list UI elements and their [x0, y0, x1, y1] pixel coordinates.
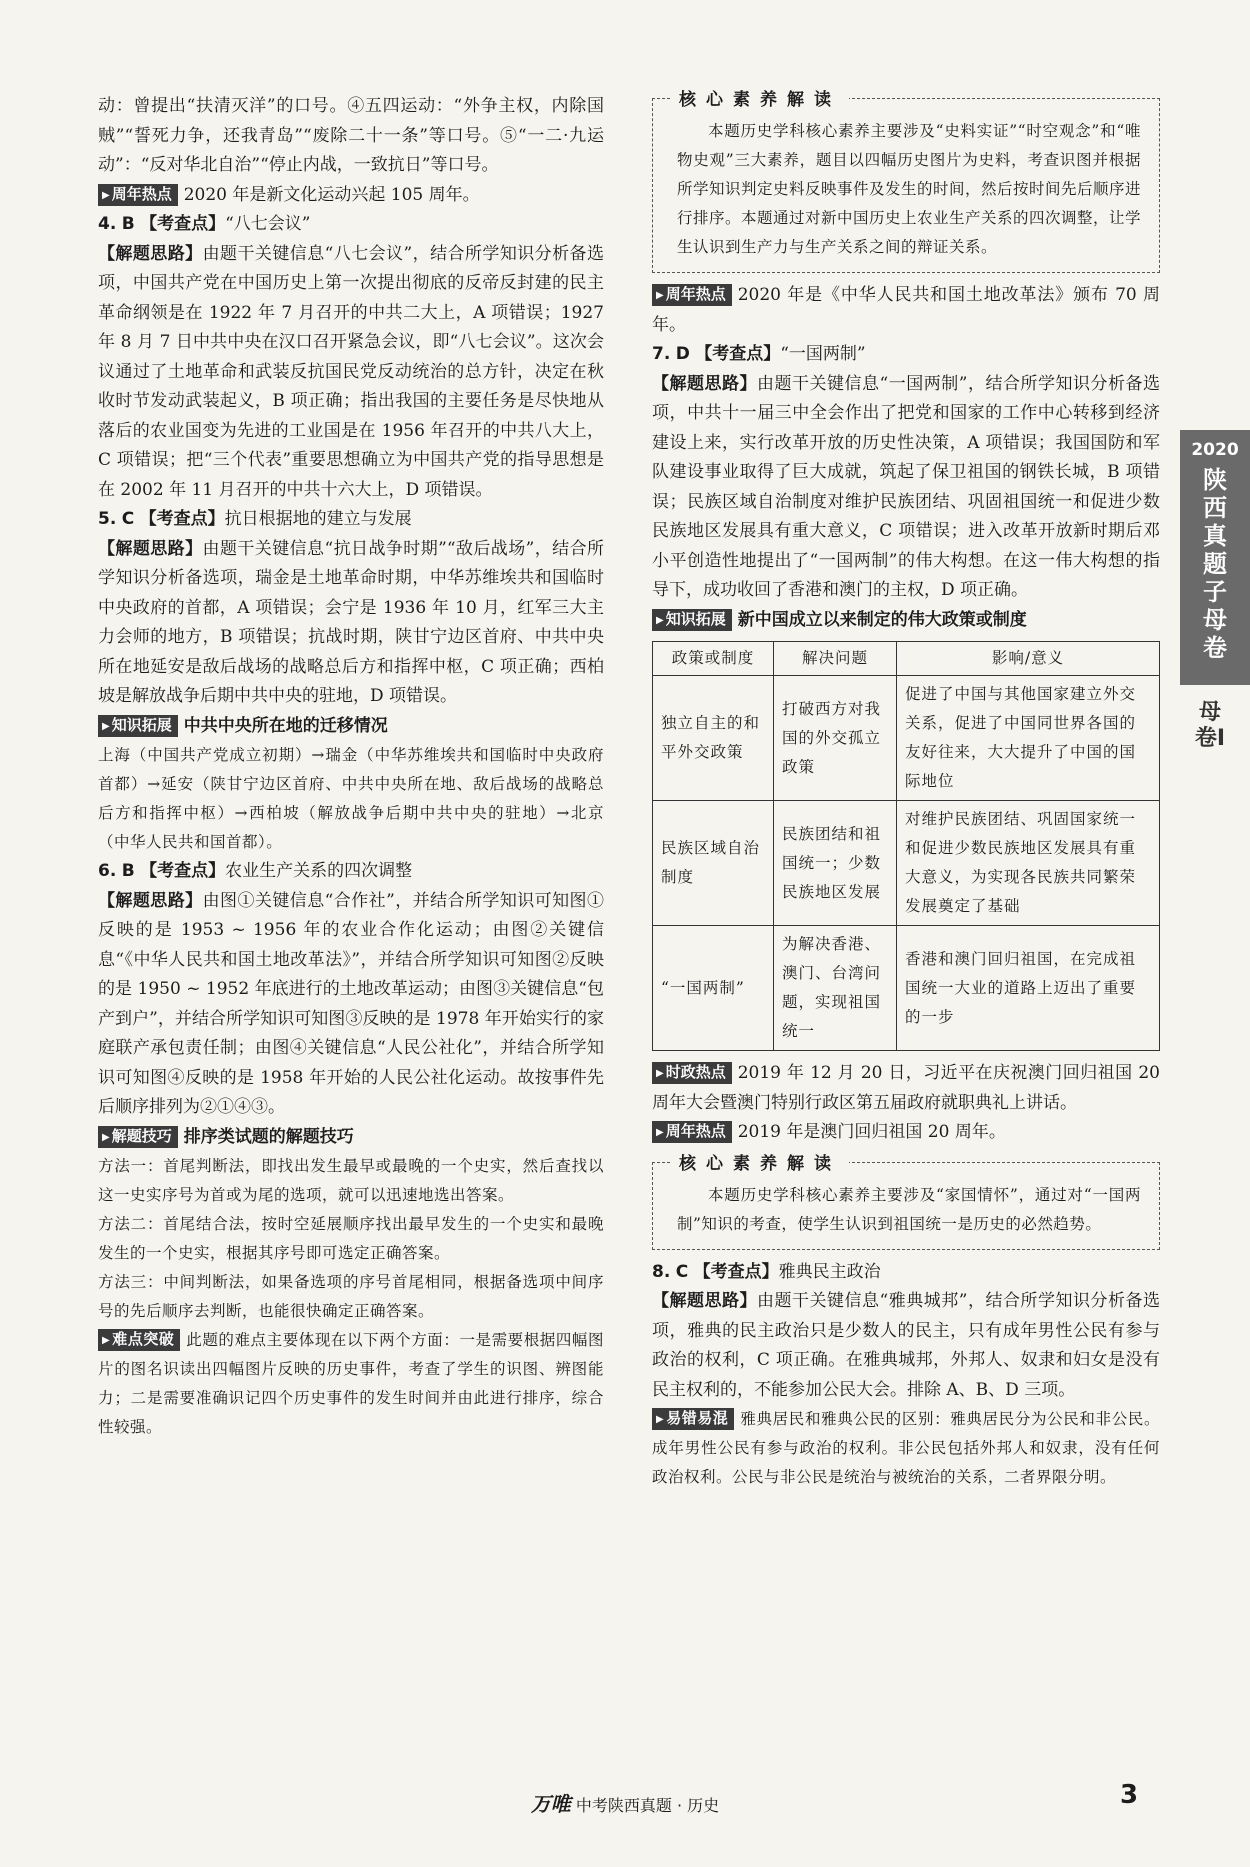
anniversary-tag: ▶ 周年热点	[98, 184, 178, 206]
question-7-header: 7. D 【考查点】“一国两制”	[652, 344, 866, 364]
table-cell: 对维护民族团结、巩固国家统一和促进少数民族地区发展具有重大意义，为实现各民族共同繁荣发展奠定了基础	[897, 801, 1160, 926]
question-4-solution: 【解题思路】由题干关键信息“八七会议”，结合所学知识分析备选项，中国共产党在中国历史上第一次提出彻底的反帝反封建的民主革命纲领是在 1922 年 7 月召开的中共二大上，A 项错误；1927 年 8 月 7 日中共中央在汉口召开紧急会议，即“八七会议”。这次会议通过了土地革命和武装反抗国民党反动统治的总方针，决定在秋收时节发动武装起义，B 项正确；指出我国的主要任务是尽快地从落后的农业国变为先进的工业国是在 1956 年召开的中共八大上，C 项错误；把“三个代表”重要思想确立为中国共产党的指导思想是在 2002 年 11 月召开的中共十六大上，D 项错误。	[98, 243, 604, 500]
policy-table	[652, 641, 1160, 1051]
question-7-solution: 【解题思路】由题干关键信息“一国两制”，结合所学知识分析备选项，中共十一届三中全会作出了把党和国家的工作中心转移到经济建设上来，实行改革开放的历史性决策，A 项错误；我国国防和军队建设事业取得了巨大成就，筑起了保卫祖国的钢铁长城，B 项错误；民族区域自治制度对维护民族团结、巩固祖国统一和促进少数民族地区发展具有重大意义，C 项错误；进入改革开放新时期后邓小平创造性地提出了“一国两制”的伟大构想。在这一伟大构想的指导下，成功收回了香港和澳门的主权，D 项正确。	[652, 373, 1160, 600]
question-5-header: 5. C 【考查点】抗日根据地的建立与发展	[98, 509, 412, 529]
side-section-tab	[1180, 430, 1250, 685]
core-literacy-box-1	[652, 90, 1160, 273]
table-cell: 促进了中国与其他国家建立外交关系，促进了中国同世界各国的友好往来，大大提升了中国的国际地位	[897, 676, 1160, 801]
table-row	[653, 801, 1160, 926]
side-title: 陕西真题子母卷	[1203, 466, 1227, 662]
question-6-solution: 【解题思路】由图①关键信息“合作社”，并结合所学知识可知图①反映的是 1953 ~ 1956 年的农业合作化运动；由图②关键信息“《中华人民共和国土地改革法》”，并结合所学知识可知图②反映的是 1950 ~ 1952 年底进行的土地改革运动；由图③关键信息“包产到户”，并结合所学知识可知图③反映的是 1978 年开始实行的家庭联产承包责任制；由图④关键信息“人民公社化”，并结合所学知识可知图④反映的是 1958 年开始的人民公社化运动。故按事件先后顺序排列为②①④③。	[98, 890, 604, 1117]
table-header-row	[653, 642, 1160, 676]
intro-paragraph: 动：曾提出“扶清灭洋”的口号。④五四运动：“外争主权，内除国贼”“誓死力争，还我青岛”“废除二十一条”等口号。⑤“一二·九运动”：“反对华北自治”“停止内战，一致抗日”等口号。	[98, 96, 604, 175]
core-literacy-text: 本题历史学科核心素养主要涉及“家国情怀”，通过对“一国两制”知识的考查，使学生认识到祖国统一是历史的必然趋势。	[677, 1185, 1141, 1233]
right-column	[652, 92, 1160, 1492]
core-literacy-text: 本题历史学科核心素养主要涉及“史料实证”“时空观念”和“唯物史观”三大素养，题目以四幅历史图片为史料，考查识图并根据所学知识判定史料反映事件及发生的时间，然后按时间先后顺序进行排序。本题通过对新中国历史上农业生产关系的四次调整，让学生认识到生产力与生产关系之间的辩证关系。	[677, 122, 1142, 256]
policy-extension-heading: ▶ 知识拓展 新中国成立以来制定的伟大政策或制度	[652, 606, 1160, 636]
knowledge-extension-heading: ▶ 知识拓展 中共中央所在地的迁移情况	[98, 712, 604, 742]
common-mistake-note: ▶ 易错易混 雅典居民和雅典公民的区别：雅典居民分为公民和非公民。成年男性公民有参与政治的权利。非公民包括外邦人和奴隶，没有任何政治权利。公民与非公民是统治与被统治的关系，二者界限分明。	[652, 1405, 1160, 1492]
question-6-header: 6. B 【考查点】农业生产关系的四次调整	[98, 861, 413, 881]
table-cell: 民族团结和祖国统一；少数民族地区发展	[774, 801, 897, 926]
brand-logo: 万唯	[530, 1792, 571, 1816]
question-8-solution: 【解题思路】由题干关键信息“雅典城邦”，结合所学知识分析备选项，雅典的民主政治只是少数人的民主，只有成年男性公民有参与政治的权利，C 项正确。在雅典城邦，外邦人、奴隶和妇女是没有民主权利的，不能参加公民大会。排除 A、B、D 三项。	[652, 1291, 1160, 1400]
difficulty-note: ▶ 难点突破 此题的难点主要体现在以下两个方面：一是需要根据四幅图片的图名识读出四幅图片反映的历史事件，考查了学生的识图、辨图能力；二是需要准确识记四个历史事件的发生时间并由此进行排序，综合性较强。	[98, 1326, 604, 1442]
table-cell: 香港和澳门回归祖国，在完成祖国统一大业的道路上迈出了重要的一步	[897, 926, 1160, 1051]
question-5-solution: 【解题思路】由题干关键信息“抗日战争时期”“敌后战场”，结合所学知识分析备选项，瑞金是土地革命时期，中华苏维埃共和国临时中央政府的首都，A 项错误；会宁是 1936 年 10 月，红军三大主力会师的地方，B 项错误；抗战时期，陕甘宁边区首府、中共中央所在地延安是敌后战场的战略总后方和指挥中枢，C 项正确；西柏坡是解放战争后期中共中央的驻地，D 项错误。	[98, 538, 604, 706]
table-row	[653, 676, 1160, 801]
anniversary-note: ▶ 周年热点 2020 年是《中华人民共和国土地改革法》颁布 70 周年。	[652, 281, 1160, 340]
table-header: 影响/意义	[897, 642, 1160, 676]
solving-tips-heading: ▶ 解题技巧 排序类试题的解题技巧	[98, 1123, 604, 1153]
method-two: 方法二：首尾结合法，按时空延展顺序找出最早发生的一个史实和最晚发生的一个史实，根据其序号即可选定正确答案。	[98, 1215, 604, 1262]
page-footer	[0, 1788, 1250, 1817]
table-header: 政策或制度	[653, 642, 774, 676]
anniversary-note: ▶ 周年热点 2020 年是新文化运动兴起 105 周年。	[98, 181, 604, 211]
table-row	[653, 926, 1160, 1051]
core-literacy-box-2	[652, 1153, 1160, 1250]
knowledge-extension-text: 上海（中国共产党成立初期）→瑞金（中华苏维埃共和国临时中央政府首都）→延安（陕甘宁边区首府、中共中央所在地、敌后战场的战略总后方和指挥中枢）→西柏坡（解放战争后期中共中央的驻地）→北京（中华人民共和国首都）。	[98, 746, 604, 851]
table-cell: “一国两制”	[653, 926, 774, 1051]
footer-title: 中考陕西真题 · 历史	[575, 1796, 720, 1815]
anniversary-note: ▶ 周年热点 2019 年是澳门回归祖国 20 周年。	[652, 1118, 1160, 1148]
table-header: 解决问题	[774, 642, 897, 676]
table-cell: 独立自主的和平外交政策	[653, 676, 774, 801]
table-cell: 民族区域自治制度	[653, 801, 774, 926]
table-cell: 为解决香港、澳门、台湾问题，实现祖国统一	[774, 926, 897, 1051]
side-subtitle: 母卷Ⅰ	[1194, 700, 1226, 751]
core-literacy-title: 核心素养解读	[671, 85, 849, 110]
side-year: 2020	[1191, 440, 1239, 460]
table-cell: 打破西方对我国的外交孤立政策	[774, 676, 897, 801]
left-column	[98, 92, 604, 1442]
core-literacy-title: 核心素养解读	[671, 1149, 849, 1174]
method-one: 方法一：首尾判断法，即找出发生最早或最晚的一个史实，然后查找以这一史实序号为首或为尾的选项，就可以迅速地选出答案。	[98, 1157, 604, 1204]
question-8-header: 8. C 【考查点】雅典民主政治	[652, 1261, 881, 1282]
question-4-header: 4. B 【考查点】“八七会议”	[98, 214, 311, 234]
page-number: 3	[1120, 1780, 1139, 1810]
current-affairs-note: ▶ 时政热点 2019 年 12 月 20 日，习近平在庆祝澳门回归祖国 20 周年大会暨澳门特别行政区第五届政府就职典礼上讲话。	[652, 1059, 1160, 1118]
method-three: 方法三：中间判断法，如果备选项的序号首尾相同，根据备选项中间序号的先后顺序去判断，也能很快确定正确答案。	[98, 1273, 604, 1320]
